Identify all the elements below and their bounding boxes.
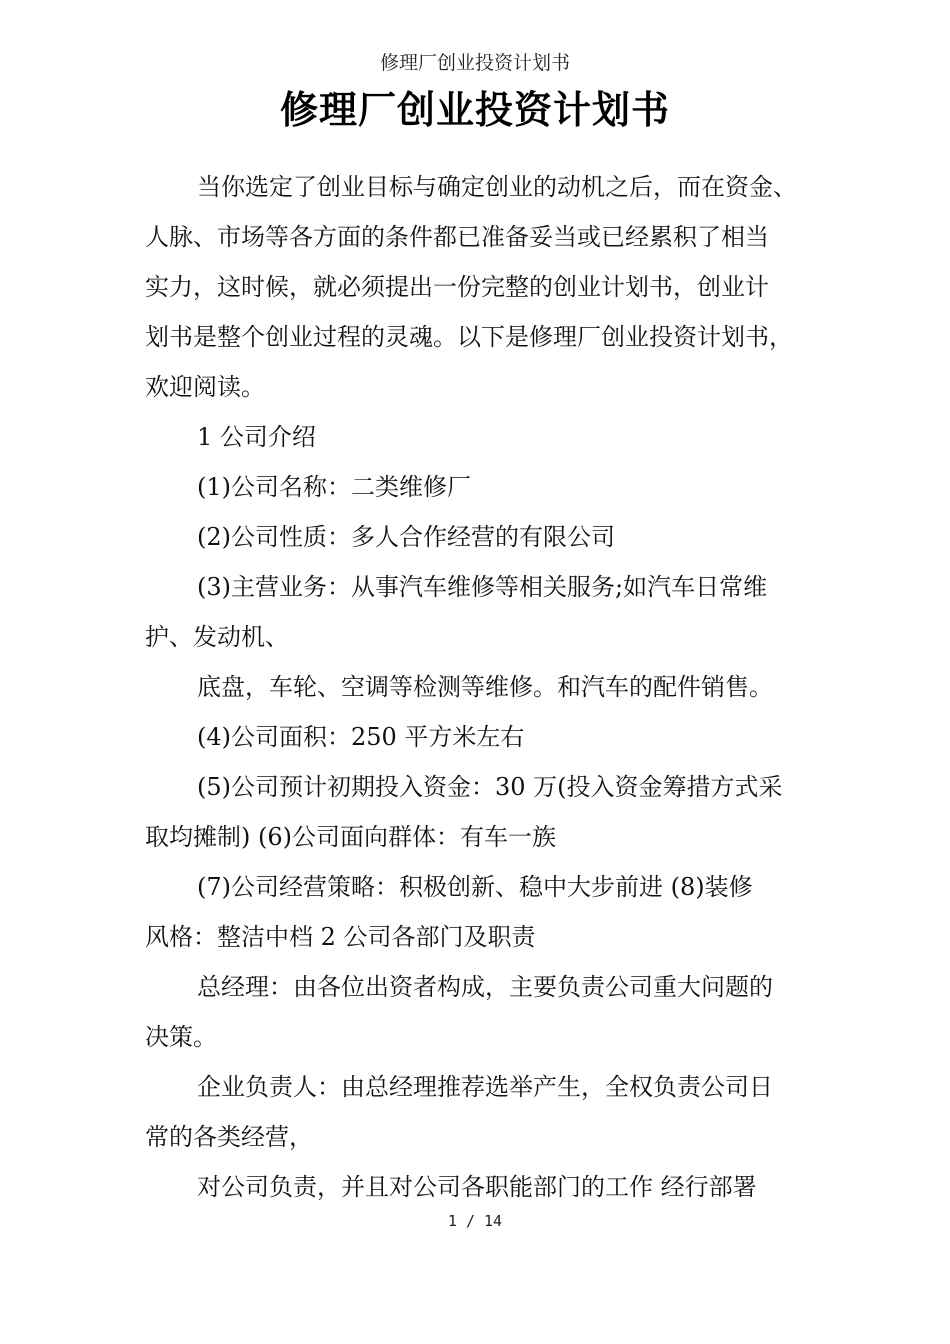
general-manager-line-1: 总经理：由各位出资者构成，主要负责公司重大问题的 — [197, 973, 773, 1001]
document-body — [145, 162, 807, 1212]
item-initial-investment-line-1: (5)公司预计初期投入资金：30 万(投入资金筹措方式采 — [197, 773, 783, 801]
intro-line-5: 欢迎阅读。 — [145, 373, 265, 401]
intro-line-4: 划书是整个创业过程的灵魂。以下是修理厂创业投资计划书， — [145, 323, 793, 351]
enterprise-head-line-2: 常的各类经营， — [145, 1123, 313, 1151]
item-strategy-line-1: (7)公司经营策略：积极创新、稳中大步前进 (8)装修 — [197, 873, 753, 901]
item-initial-investment-line-2: 取均摊制) (6)公司面向群体：有车一族 — [145, 823, 556, 851]
item-main-business-line-1: (3)主营业务：从事汽车维修等相关服务;如汽车日常维 — [197, 573, 768, 601]
item-company-nature: (2)公司性质：多人合作经营的有限公司 — [197, 523, 615, 551]
page-number: 1 / 14 — [447, 1212, 503, 1230]
intro-line-3: 实力，这时候，就必须提出一份完整的创业计划书，创业计 — [145, 273, 769, 301]
item-company-name: (1)公司名称：二类维修厂 — [197, 473, 471, 501]
enterprise-head-line-3: 对公司负责，并且对公司各职能部门的工作 经行部署 — [197, 1173, 757, 1201]
section-heading-company-intro: 1 公司介绍 — [197, 423, 316, 451]
enterprise-head-line-1: 企业负责人：由总经理推荐选举产生，全权负责公司日 — [197, 1073, 773, 1101]
running-header: 修理厂创业投资计划书 — [379, 52, 570, 74]
item-strategy-line-2: 风格：整洁中档 2 公司各部门及职责 — [145, 923, 536, 951]
item-company-area: (4)公司面积：250 平方米左右 — [197, 723, 525, 751]
intro-line-1: 当你选定了创业目标与确定创业的动机之后，而在资金、 — [197, 173, 797, 201]
item-main-business-line-2: 护、发动机、 — [145, 623, 289, 651]
intro-line-2: 人脉、市场等各方面的条件都已准备妥当或已经累积了相当 — [145, 223, 769, 251]
general-manager-line-2: 决策。 — [145, 1023, 217, 1051]
document-title: 修理厂创业投资计划书 — [279, 87, 670, 132]
item-main-business-line-3: 底盘，车轮、空调等检测等维修。和汽车的配件销售。 — [197, 673, 773, 701]
